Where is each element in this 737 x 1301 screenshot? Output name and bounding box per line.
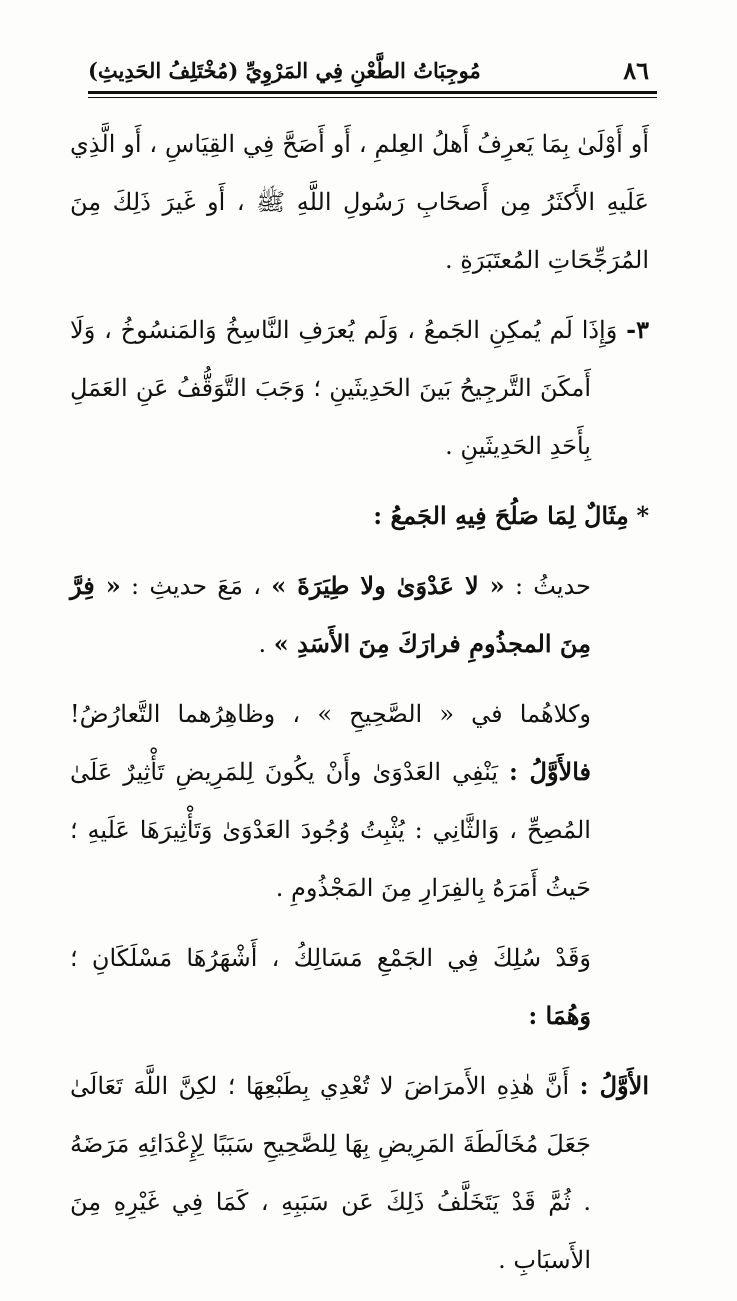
item-3: [70, 301, 649, 475]
paths-text: وَقَدْ سُلِكَ فِي الجَمْعِ مَسَالِكُ ، أَشْهَرُهَا مَسْلَكَانِ ؛: [70, 944, 591, 972]
hadith-lead: حديثُ :: [514, 572, 591, 600]
second-label: وَالثَّانِي :: [414, 816, 500, 844]
first-text: يَنْفِي العَدْوَىٰ وأَنْ يكُونَ لِلمَرِيضِ تَأْثِيرٌ عَلَىٰ المُصِحِّ ،: [70, 758, 591, 844]
hadith-paragraph: [70, 557, 649, 673]
first-label: فالأَوَّلُ :: [508, 757, 592, 786]
both-lead: وكلاهُما في « الصَّحِيحِ » ، وظاهِرُهما التَّعارُضُ!: [70, 700, 591, 728]
page-number: ٨٦: [623, 56, 649, 85]
item-number: ٣-: [626, 315, 649, 344]
hadith-1: « لا عَدْوَىٰ ولا طِيَرَةَ »: [271, 571, 505, 600]
first-path-label: الأَوَّلُ :: [579, 1071, 649, 1100]
second-text: يُثْبِتُ وُجُودَ العَدْوَىٰ وَتَأْثِيرَهَا عَلَيهِ ؛ حَيثُ أَمَرَهُ بِالفِرَارِ مِنَ المَجْذُومِ .: [70, 816, 591, 902]
hadith-mid: ، مَعَ حديثِ :: [131, 572, 261, 600]
hadith-end: .: [258, 630, 267, 658]
running-title: مُوجِبَاتُ الطَّعْنِ فِي المَرْوِيِّ (مُخْتَلِفُ الحَدِيثِ): [88, 58, 481, 83]
page-header: [88, 50, 649, 90]
example-heading: مِثَالٌ لِمَا صَلُحَ فِيهِ الجَمعُ :: [373, 501, 629, 530]
paths-paragraph: [70, 929, 649, 1045]
body-text: [70, 115, 649, 1301]
item-3-text: وَإِذَا لَم يُمكِنِ الجَمعُ ، وَلَم يُعرَفِ النَّاسِخُ وَالمَنسُوخُ ، وَلَا أَمكَنَ التَّرجِيحُ بَينَ الحَدِيثَينِ ؛ وَجَبَ التَّوَقُّفُ عَنِ العَمَلِ بِأَحَدِ الحَدِيثَينِ .: [70, 316, 618, 460]
first-path-text: أَنَّ هٰذِهِ الأَمرَاضَ لا تُعْدِي بِطَبْعِهَا ؛ لكِنَّ اللَّهَ تَعَالَىٰ جَعَلَ مُخَالَطَةَ المَرِيضِ بِهَا لِلصَّحِيحِ سَبَبًا لِإِعْدَائِهِ مَرَضَهُ . ثُمَّ قَدْ يَتَخَلَّفُ ذَلِكَ عَن سَبَبِهِ ، كَمَا فِي غَيْرِهِ مِنَ الأَسبَابِ .: [70, 1072, 591, 1274]
both-paragraph: [70, 685, 649, 917]
example-heading-line: [70, 487, 649, 545]
asterisk-marker: *: [636, 501, 649, 530]
header-rule-thin: [88, 97, 657, 98]
hadith-2: « فِرَّ مِنَ المجذُومِ فرارَكَ مِنَ الأَسَدِ »: [70, 571, 591, 658]
header-rule-thick: [88, 91, 657, 94]
paths-tail: وَهُمَا :: [528, 1001, 591, 1030]
paragraph-continuation: أَو أَوْلَىٰ بِمَا يَعرِفُ أَهلُ العِلمِ ، أَو أَصَحَّ فِي القِيَاسِ ، أَو الَّذِي عَلَيهِ الأَكثَرُ مِن أَصحَابِ رَسُولِ اللَّهِ ﷺ ، أَو غَيرَ ذَلِكَ مِنَ المُرَجِّحَاتِ المُعتَبَرَةِ .: [70, 130, 649, 274]
first-path-paragraph: [70, 1057, 649, 1289]
